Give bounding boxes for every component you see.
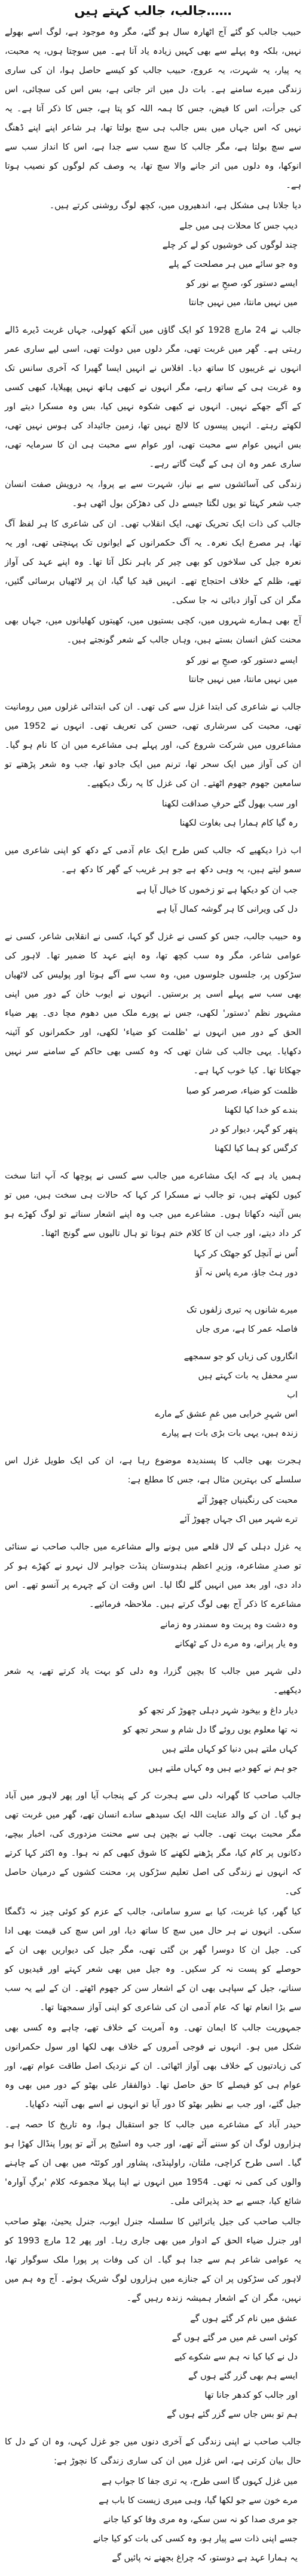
article-paragraph: ہمیں یاد ہے کہ ایک مشاعرے میں جالب سے کسی نے پوچھا کہ آپ اتنا سخت کیوں لکھتے ہیں، تو جالب نے مسکرا کر کہا کہ حالات ہی سخت ہیں، میں تو بس آئینہ دکھاتا ہوں۔ مشاعرے میں جب وہ اپنے اشعار سناتے تو لوگ کھڑے ہو کر داد دیتے، اور جب ان کا کلام ختم ہوتا تو ہال تالیوں سے گونج اٹھتا۔ xyxy=(5,1171,301,1238)
section-spacer xyxy=(5,2424,301,2432)
verse-line: اُس نے آنچل کو جھٹک کر کہا xyxy=(194,1249,298,1259)
verse-line: ہم تو بس جاں سے گزر گئے ہوں گے xyxy=(167,2409,298,2419)
verse-line: انگاروں کی زباں کو جو سمجھے xyxy=(183,1351,298,1362)
article-paragraph: اب ذرا دیکھیے کہ جالب کس طرح ایک عام آدمی کے دکھ کو اپنی شاعری میں سمو لیتے ہیں، یہ وہی دکھ ہے جو ہر غریب کے گھر کا دکھ ہے۔ xyxy=(5,845,301,875)
article-paragraph: یہ غزل دہلی کے لال قلعے میں ہونے والے مشاعرے میں جالب صاحب نے سنائی تو صدرِ مشاعرہ، وزیرِ اعظم ہندوستان پنڈت جواہر لال نہرو نے کھڑے ہو کر داد دی، اور بعد میں انہیں گلے لگا لیا۔ اس وقت ان کے چہرے پر آنسو تھے۔ اس مشاعرے کا ذکر آج بھی لوگ کرتے ہیں۔ ملاحظہ فرمائیے۔ xyxy=(5,1542,301,1609)
verse-block xyxy=(5,2472,301,2568)
verse-line: اور سب بھول گئے حرفِ صداقت لکھنا xyxy=(161,799,298,809)
verse-line: دیپ جس کا محلات ہی میں جلے xyxy=(179,221,298,231)
verse-line: ظلمت کو ضیاء، صرصر کو صبا xyxy=(186,1086,298,1096)
verse-line: میرے شانوں پہ تیری زلفوں تک xyxy=(186,1305,298,1315)
verse-line: وہ یار پرانے، وہ مرے دل کے ٹھکانے xyxy=(175,1639,298,1649)
article-title: ……جالب، جالب کہتے ہیں xyxy=(74,4,232,18)
verse-line: مرے خون سے جو لکھا گیا، وہی میری زیست کا باب ہے xyxy=(99,2495,298,2505)
verse-line: ترے شہر میں اک جہاں چھوڑ آئے xyxy=(179,1514,298,1524)
article-paragraph: جالب صاحب نے اپنی زندگی کے آخری دنوں میں جو غزل کہی، وہ ان کے دل کا حال بیان کرتی ہے، اس غزل میں ان کی ساری زندگی کا نچوڑ ہے: xyxy=(5,2437,301,2466)
verse-block xyxy=(5,1244,301,1339)
verse-line: عشق میں نام کر گئے ہوں گے xyxy=(190,2313,298,2324)
article-paragraph: دیا جلانا ہی مشکل ہے، اندھیروں میں، کچھ لوگ روشنی کرتے ہیں۔ xyxy=(49,200,301,211)
verse-line: اب xyxy=(287,1390,298,1400)
verse-block xyxy=(5,1491,301,1529)
article-paragraph: جالب نے شاعری کی ابتدا غزل سے کی تھی۔ ان کی ابتدائی غزلوں میں رومانیت تھی، محبت کی سرشاری تھی، حسن کی تعریف تھی۔ انہوں نے 1952 میں مشاعروں میں شرکت شروع کی، اور پہلے ہی مشاعرے میں ان کا نام ہو گیا۔ ان کی آواز میں ایک سحر تھا، ترنم میں ایک جادو تھا، جب وہ شعر پڑھتے تو سامعین جھوم جھوم اٹھتے۔ ان کی غزل کا یہ رنگ دیکھیے۔ xyxy=(5,702,301,788)
section-spacer xyxy=(5,312,301,321)
article-paragraph: حبیب جالب کو گئے آج اٹھارہ سال ہو گئے، مگر وہ موجود ہے، لوگ اسے بھولے نہیں، بلکہ وہ پہلے سے بھی کہیں زیادہ یاد آتا ہے۔ میں سوچتا ہوں، یہ محبت، یہ پیار، یہ شہرت، یہ عروج، حبیب جالب کو کیسے حاصل ہوا، ان کی ساری زندگی میرے سامنے ہے۔ بات دل میں اتر جاتی ہے، بس اس کی سچائی، اس کی جرأت، اس کا فیض، جس کا ہمہ اللہ کو پتا ہے، جس کا ذکر آتا ہے۔ یہ نہیں کہ اس جہاں میں بس جالب ہی سچ بولتا تھا، ہر شاعر اپنے اپنے ڈھنگ سے سچ بولتا ہے، مگر جالب کا سچ سب سے جدا ہے، اس کا انداز سب سے انوکھا، وہ دلوں میں اتر جانے والا سچ تھا، یہ وصف کم لوگوں کو نصیب ہوتا ہے۔ xyxy=(5,27,301,190)
article-paragraph: جالب صاحب کی جیل یاترائیں کا سلسلہ جنرل ایوب، جنرل یحییٰ، بھٹو صاحب اور جنرل ضیاء الحق کے ادوار میں بھی جاری رہا۔ اور پھر 12 مارچ 1993 کو یہ عوامی شاعر ہم سے جدا ہو گیا۔ ان کی وفات پر پورا ملک سوگوار تھا، لاہور کی سڑکوں پر ان کے جنازے میں ہزاروں لوگ شریک ہوئے۔ آج وہ ہم میں نہیں، مگر ان کے اشعار ہمیشہ زندہ رہیں گے۔ xyxy=(5,2216,301,2303)
verse-line: نہ تھا معلوم یوں روئے گا دل شام و سحر تجھ کو xyxy=(123,1725,298,1735)
verse-line: جسے اپنی ذات سے پیار ہو، وہ کسی کی بات کو کیا جانے xyxy=(93,2534,298,2544)
verse-line: دور ہٹ جاؤ، مرے پاس نہ آؤ xyxy=(195,1268,298,1278)
article-paragraph: وہ حبیب جالب، جس کو کسی نے غزل گو کہا، کسی نے انقلابی شاعر، کسی نے عوامی شاعر، مگر وہ سب کچھ تھا، وہ اپنے عہد کا ضمیر تھا۔ لاہور کی سڑکوں پر، جلسوں جلوسوں میں، وہ سب سے آگے ہوتا اور پولیس کی لاٹھیاں بھی سب سے پہلے اسی پر برستیں۔ انہوں نے ایوب خان کے دور میں اپنی مشہور نظم 'دستور' لکھی، جس نے پورے ملک میں دھوم مچا دی۔ پھر ضیاء الحق کے دور میں انہوں نے 'ظلمت کو ضیاء' لکھی، اور حکمرانوں کو آئینہ دکھایا۔ یہی جالب کی شان تھی کہ وہ کسی بھی حاکم کے سامنے سر نہیں جھکاتا تھا۔ کیا خوب کہا ہے۔ xyxy=(5,931,301,1076)
verse-block xyxy=(5,2309,301,2424)
article-paragraph: آج بھی ہمارے شہروں میں، کچی بستیوں میں، کھیتوں کھلیانوں میں، جہاں بھی محنت کش انسان بستے ہیں، وہاں جالب کے شعر گونجتے ہیں۔ xyxy=(5,616,301,645)
article-paragraph: جالب کی ذات ایک تحریک تھی، ایک انقلاب تھی۔ ان کی شاعری کا ہر لفظ آگ تھا، ہر مصرع ایک نعرہ۔ یہ آگ حکمرانوں کے ایوانوں تک پہنچتی تھی، اور یہ نعرہ جیل کی سلاخوں کو بھی چیر کر باہر نکل آتا تھا۔ وہ اپنے عہد کی آواز تھے، ظلم کے خلاف احتجاج تھے۔ انہیں قید کیا گیا، ان پر لاٹھیاں برسائی گئیں، مگر ان کی آواز دبائی نہ جا سکی۔ xyxy=(5,519,301,605)
verse-line: چند لوگوں کی خوشیوں کو لے کر چلے xyxy=(162,240,298,250)
verse-line: دل نے کیا کیا نہ ہم سے شکوے کیے xyxy=(174,2352,298,2362)
verse-line: رہ گیا کام ہمارا ہی بغاوت لکھنا xyxy=(179,818,298,828)
verse-block xyxy=(5,1615,301,1654)
verse-line: فاصلہ عمر کا ہے، مری جاں xyxy=(195,1324,298,1334)
section-spacer xyxy=(5,1654,301,1662)
verse-line: جو مری صدا کو نہ سن سکے، وہ مری وفا کو کیا جانے xyxy=(103,2514,298,2525)
verse-line: وہ جو سائے میں ہر مصلحت کے پلے xyxy=(169,259,298,269)
verse-line: کہاں ملتے ہیں دنیا کو کہاں ملتے ہیں xyxy=(161,1744,298,1754)
section-spacer xyxy=(5,1529,301,1537)
section-spacer xyxy=(5,1778,301,1786)
section-spacer xyxy=(5,833,301,841)
verse-block xyxy=(5,1082,301,1158)
verse-line: کوئی اسی غم میں مر گئے ہوں گے xyxy=(172,2333,298,2343)
verse-line: کرگس کو ہما کیا لکھنا xyxy=(215,1143,298,1153)
verse-block xyxy=(5,794,301,833)
verse-line: میں غزل کہوں گا اسی طرح، یہ تری جفا کا جواب ہے xyxy=(102,2476,298,2486)
verse-line: دیار داغ و بیخود شہر دہلی چھوڑ کر تجھ کو xyxy=(139,1706,298,1716)
article-paragraph: دلی شہر میں جالب کا بچپن گزرا، وہ دلی کو بہت یاد کرتے تھے، یہ شعر دیکھیے۔ xyxy=(5,1666,301,1695)
article-paragraph: جمہوریت جالب کا ایمان تھی۔ وہ آمریت کے خلاف تھے، چاہے وہ کسی بھی شکل میں ہو۔ انہوں نے فوجی آمروں کے خلاف بھی لکھا اور سول حکمرانوں کی زیادتیوں کے خلاف بھی آواز اٹھائی۔ ان کے نزدیک اصل طاقت عوام تھے، اور عوام ہی کو فیصلے کا حق حاصل تھا۔ ذوالفقار علی بھٹو کے دور میں بھی وہ جیل گئے، اور جب بے نظیر بھٹو کا دور آیا تو انہوں نے اسے بھی آئینہ دکھایا۔ xyxy=(5,2023,301,2109)
verse-line: اس شہرِ خرابی میں غمِ عشق کے مارے xyxy=(155,1409,298,1419)
section-spacer xyxy=(5,1443,301,1451)
article-body xyxy=(5,23,301,2576)
verse-block xyxy=(5,651,301,689)
article-paragraph: جالب نے 24 مارچ 1928 کو ایک گاؤں میں آنکھ کھولی، جہاں غربت ڈیرے ڈالے رہتی ہے۔ گھر میں غربت تھی، مگر دلوں میں دولت تھی، اسی لیے ساری عمر انہوں نے غریبوں کا ساتھ دیا۔ افلاس نے انہیں ایسا گھیرا کہ آخری سانس تک وہ غربت ہی کے ساتھ رہے، مگر انہوں نے کبھی ہاتھ نہیں پھیلایا، کبھی کسی کے آگے جھکے نہیں۔ انہوں نے کبھی شکوہ نہیں کیا، بس وہ مسکرا دیتے اور لکھتے رہتے۔ انہیں پیسوں کا لالچ نہیں تھا، زمین جائیداد کی ہوس نہیں تھی، بس انہیں عوام سے محبت تھی، اور عوام سے محبت ہی ان کا سرمایہ تھی، ساری عمر وہ ان ہی کے گیت گاتے رہے۔ xyxy=(5,325,301,469)
article-page xyxy=(5,0,301,2563)
verse-line: ایسے ہم بھی گزر گئے ہوں گے xyxy=(188,2371,298,2381)
section-spacer xyxy=(5,1158,301,1167)
verse-line: ایسے دستور کو، صبحِ بے نور کو xyxy=(186,278,298,288)
article-paragraph: زندگی کی آسائشوں سے بے نیاز، شہرت سے بے پروا، یہ درویش صفت انسان جب شعر کہتا تو یوں لگتا جیسے دل کی دھڑکن بول اٹھی ہو۔ xyxy=(5,479,301,508)
section-spacer xyxy=(5,689,301,698)
verse-line: وہ دشت وہ پربت وہ سمندر وہ زمانے xyxy=(160,1619,298,1630)
section-spacer xyxy=(5,2568,301,2576)
verse-line: میں نہیں مانتا، میں نہیں جانتا xyxy=(188,674,298,684)
verse-line: میں نہیں مانتا، میں نہیں جانتا xyxy=(188,297,298,307)
article-paragraph: ہجرت بھی جالب کا پسندیدہ موضوع رہا ہے، ان کی ایک طویل غزل اس سلسلے کی بہترین مثال ہے، جس کا مطلع ہے: xyxy=(5,1456,301,1485)
verse-block xyxy=(5,217,301,312)
verse-block xyxy=(5,1347,301,1443)
verse-line: ایسے دستور کو، صبحِ بے نور کو xyxy=(186,655,298,665)
article-paragraph: حیدر آباد کے مشاعرے میں جالب کا جو استقبال ہوا، وہ تاریخ کا حصہ ہے۔ ہزاروں لوگ ان کو سننے آئے تھے، اور جب وہ اسٹیج پر آئے تو پورا پنڈال کھڑا ہو گیا۔ اسی طرح کراچی، ملتان، راولپنڈی، پشاور اور کوئٹہ میں بھی ان کے چاہنے والوں کی کمی نہ تھی۔ 1954 میں انہوں نے اپنا پہلا مجموعہ کلام 'برگِ آوارہ' شائع کیا، جسے بے حد پذیرائی ملی۔ xyxy=(5,2120,301,2206)
verse-line: پتھر کو گہر، دیوار کو در xyxy=(210,1124,298,1134)
verse-line: سرِ محفل یہ بات کہتے ہیں xyxy=(198,1371,298,1381)
verse-spacer xyxy=(5,1283,301,1301)
verse-block xyxy=(5,1701,301,1778)
verse-line: جب ان کو دیکھا ہے تو زخموں کا خیال آیا ہے xyxy=(136,885,298,895)
article-paragraph: جالب صاحب کا گھرانہ دلی سے ہجرت کر کے پنجاب آیا اور پھر لاہور میں آباد ہو گیا۔ ان کے والد عنایت اللہ ایک سیدھے سادے انسان تھے، گھر میں غربت تھی مگر محبت بہت تھی۔ جالب نے بچپن ہی سے محنت مزدوری کی، اخبار بیچے، دکانوں پر کام کیا، مگر پڑھنے لکھنے کا شوق کبھی کم نہ ہوا۔ وہ اکثر کہا کرتے کہ انہوں نے زندگی کی اصل تعلیم سڑکوں پر، محنت کشوں کے درمیان حاصل کی۔ xyxy=(5,1791,301,1896)
verse-line: زندہ ہیں، یہی بات بڑی بات ہے پیارے xyxy=(162,1428,298,1438)
verse-line: یہ ہمارا عہد ہے دوستو، کہ چراغ بجھنے نہ پائیں گے xyxy=(112,2553,298,2563)
section-spacer xyxy=(5,1339,301,1347)
article-paragraph: کیا گھر، کیا غربت، کیا بے سرو سامانی، جالب کے عزم کو کوئی چیز نہ ڈگمگا سکی۔ انہوں نے ہر حال میں سچ کا ساتھ دیا، اور اس سچ کی قیمت بھی ادا کی۔ جیل ان کا دوسرا گھر بن گئی تھی، مگر جیل کی دیواریں بھی ان کے حوصلے کو پست نہ کر سکیں۔ وہ جیل میں بھی شعر کہتے اور قیدیوں کو سناتے، جیل کے سپاہی بھی ان کے اشعار سن کر جھوم اٹھتے۔ ان کے لیے یہ سب سے بڑا انعام تھا کہ عام آدمی ان کی شاعری کو اپنی آواز سمجھتا تھا۔ xyxy=(5,1907,301,2012)
verse-block xyxy=(5,881,301,919)
verse-line: جو ہم نے کھو دیے ہیں وہ کہاں ملتے ہیں xyxy=(148,1763,298,1773)
verse-line: محبت کی رنگینیاں چھوڑ آئے xyxy=(197,1495,298,1505)
section-spacer xyxy=(5,919,301,927)
verse-line: دل کی ویرانی کا ہر گوشہ کمال آیا ہے xyxy=(156,904,298,914)
verse-line: اور جالب کو کدھر جانا تھا xyxy=(204,2390,298,2400)
verse-line: بندے کو خدا کیا لکھنا xyxy=(224,1105,298,1115)
